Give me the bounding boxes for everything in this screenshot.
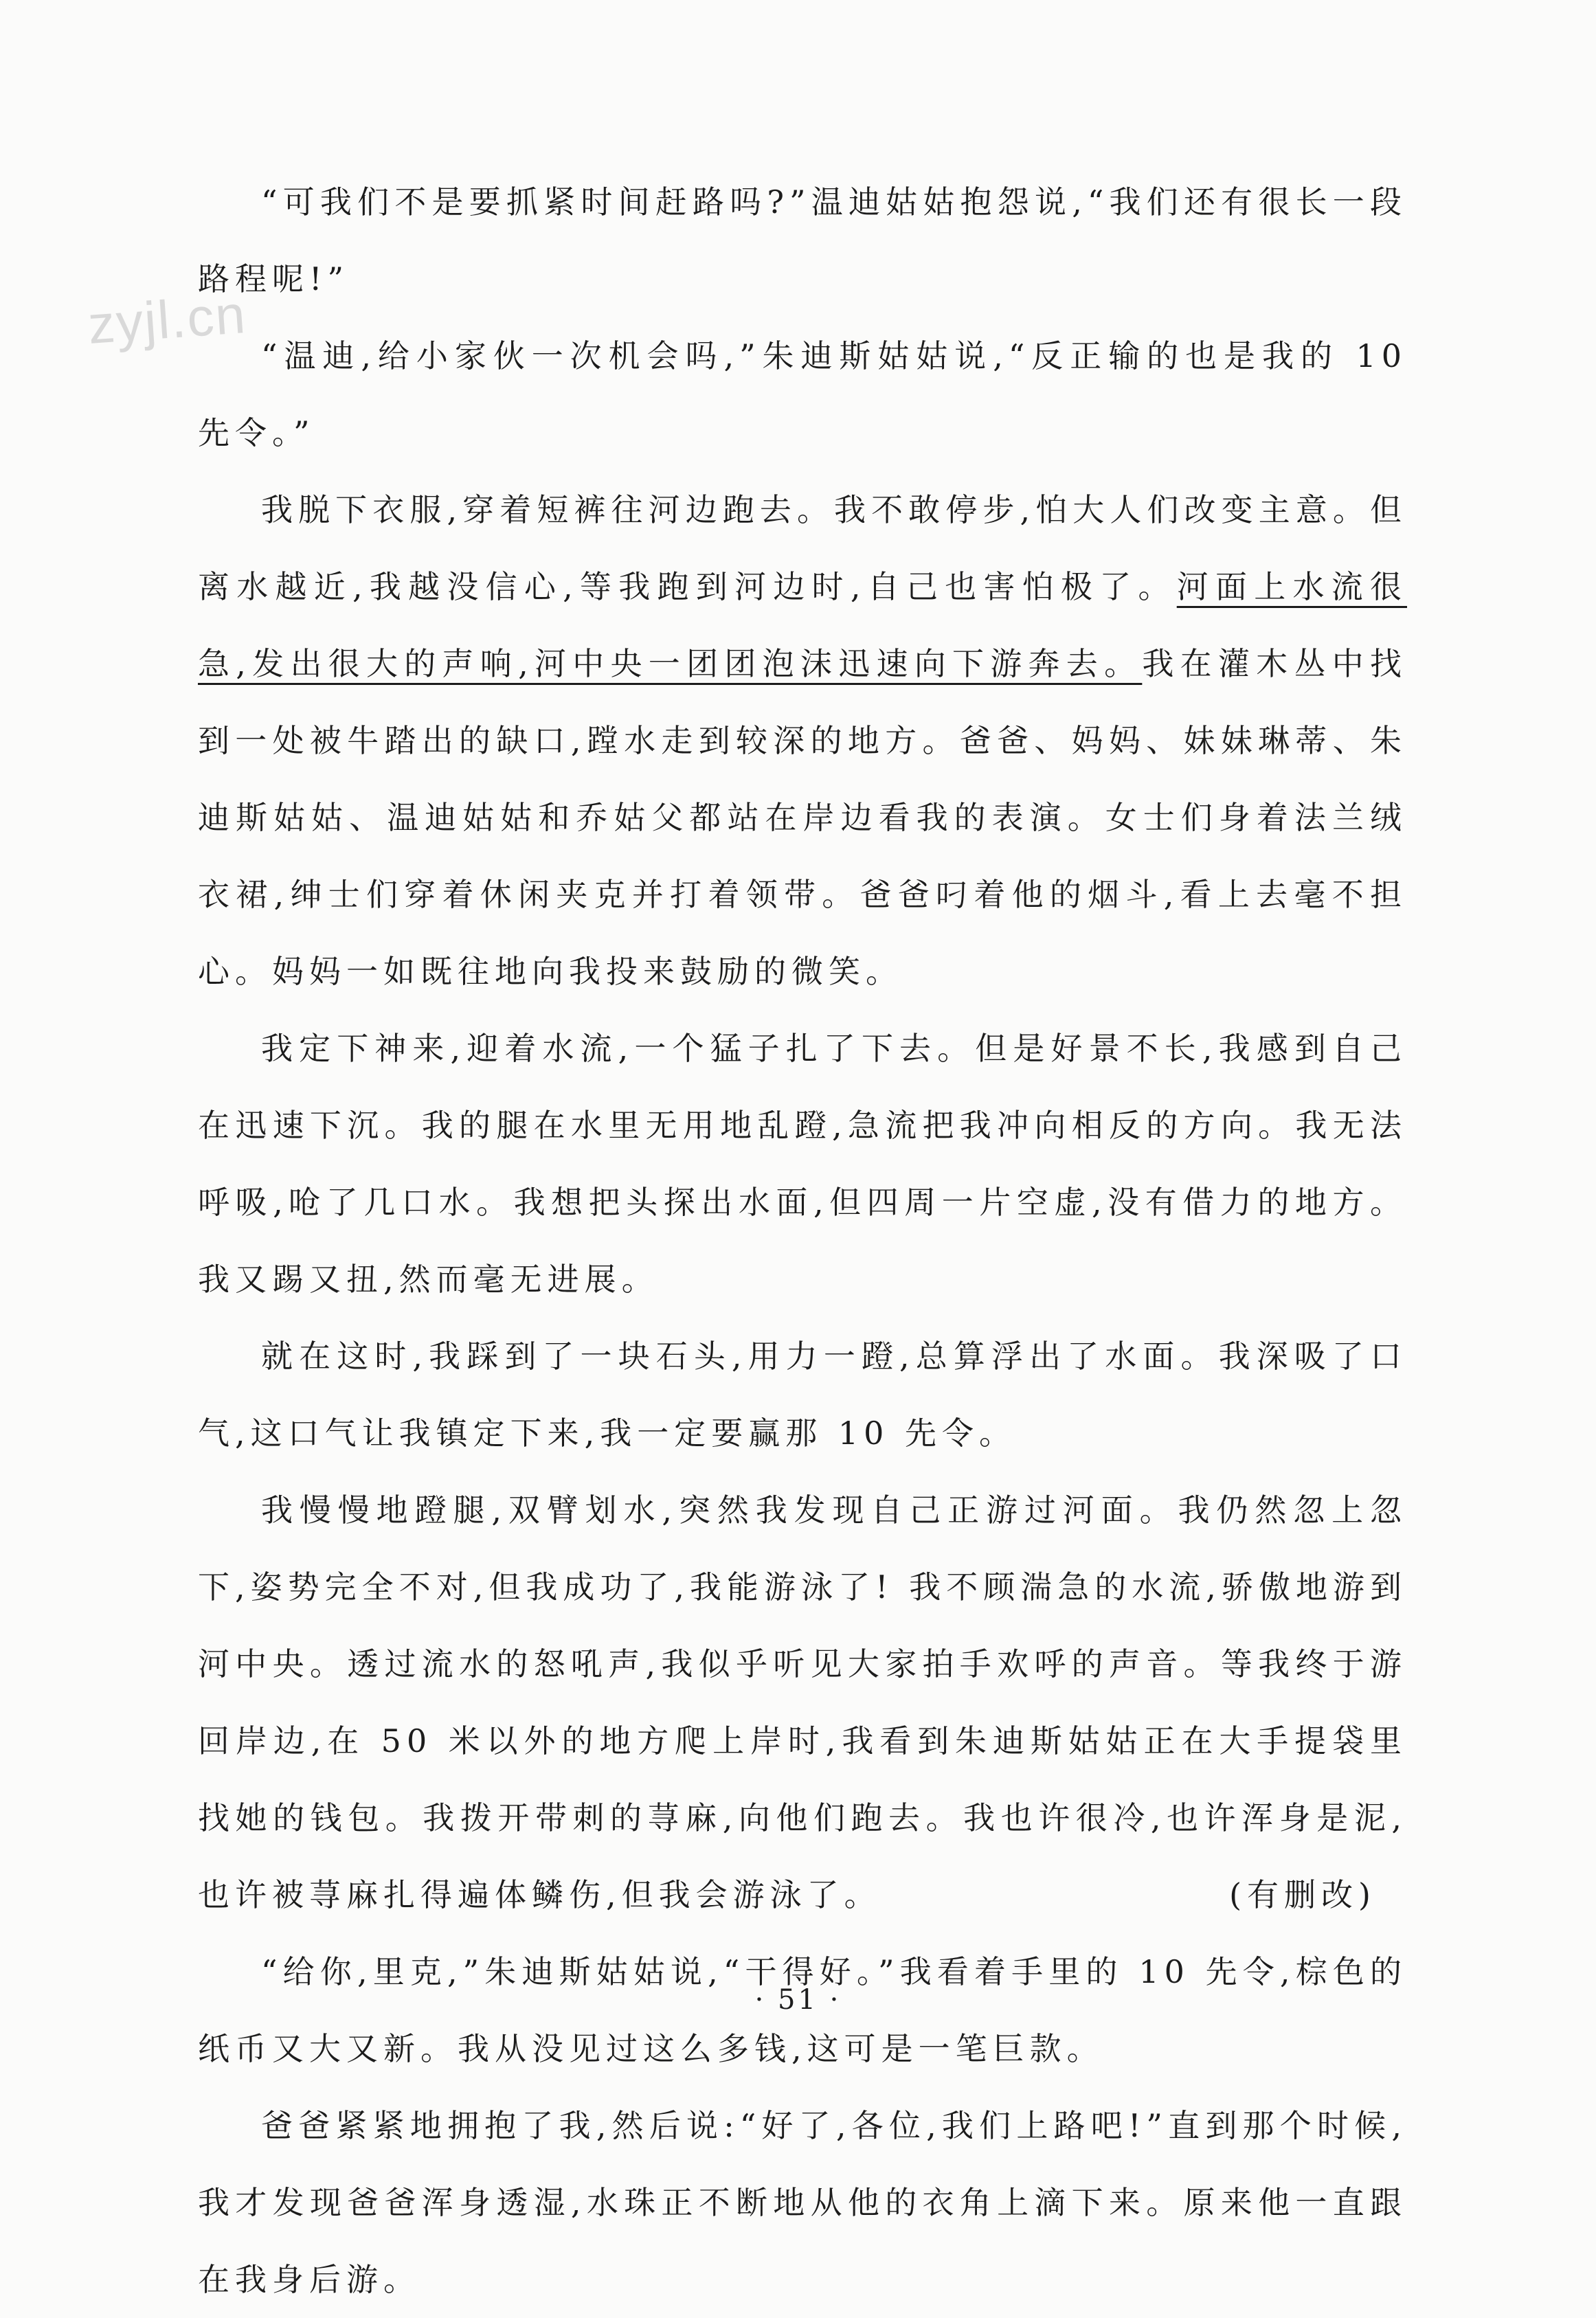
paragraph-2: “温迪,给小家伙一次机会吗,”朱迪斯姑姑说,“反正输的也是我的 10 先令。”	[198, 337, 1407, 451]
paragraph-1: “可我们不是要抓紧时间赶路吗?”温迪姑姑抱怨说,“我们还有很长一段路程呢!”	[198, 183, 1407, 297]
paragraph-8: 爸爸紧紧地拥抱了我,然后说:“好了,各位,我们上路吧!”直到那个时候,我才发现爸爸浑身透湿,水珠正不断地从他的衣角上滴下来。原来他一直跟在我身后游。	[198, 2107, 1407, 2298]
paragraph-5: 就在这时,我踩到了一块石头,用力一蹬,总算浮出了水面。我深吸了口气,这口气让我镇定下来,我一定要赢那 10 先令。	[198, 1338, 1407, 1452]
paragraph-3-text-continued: 我在灌木丛中找到一处被牛踏出的缺口,蹚水走到较深的地方。爸爸、妈妈、妹妹琳蒂、朱迪斯姑姑、温迪姑姑和乔姑父都站在岸边看我的表演。女士们身着法兰绒衣裙,绅士们穿着休闲夹克并打着领带。爸爸叼着他的烟斗,看上去毫不担心。妈妈一如既往地向我投来鼓励的微笑。	[198, 645, 1407, 990]
paragraph-7: “给你,里克,”朱迪斯姑姑说,“干得好。”我看着手里的 10 先令,棕色的纸币又大又新。我从没见过这么多钱,这可是一笔巨款。	[198, 1953, 1407, 2067]
watermark: zyjl.cn	[86, 284, 249, 355]
paragraph-3-text: 我脱下衣服,穿着短裤往河边跑去。我不敢停步,怕大人们改变主意。但离水越近,我越没信心,等我跑到河边时,自己也害怕极了。	[198, 491, 1407, 605]
page-number: · 51 ·	[754, 1984, 842, 2016]
paragraph-3	[198, 471, 1407, 1010]
underlined-sentence: 河面上水流很急,发出很大的声响,河中央一团团泡沫迅速向下游奔去。	[198, 568, 1408, 682]
source-note: (有删改)	[1229, 1876, 1376, 1913]
paragraph-4: 我定下神来,迎着水流,一个猛子扎了下去。但是好景不长,我感到自己在迅速下沉。我的腿在水里无用地乱蹬,急流把我冲向相反的方向。我无法呼吸,呛了几口水。我想把头探出水面,但四周一片空虚,没有借力的地方。我又踢又扭,然而毫无进展。	[198, 1030, 1407, 1298]
paragraph-6: 我慢慢地蹬腿,双臂划水,突然我发现自己正游过河面。我仍然忽上忽下,姿势完全不对,但我成功了,我能游泳了! 我不顾湍急的水流,骄傲地游到河中央。透过流水的怒吼声,我似乎听见大家拍手欢呼的声音。等我终于游回岸边,在 50 米以外的地方爬上岸时,我看到朱迪斯姑姑正在大手提袋里找她的钱包。我拨开带刺的荨麻,向他们跑去。我也许很冷,也许浑身是泥,也许被荨麻扎得遍体鳞伤,但我会游泳了。	[198, 1492, 1407, 1913]
